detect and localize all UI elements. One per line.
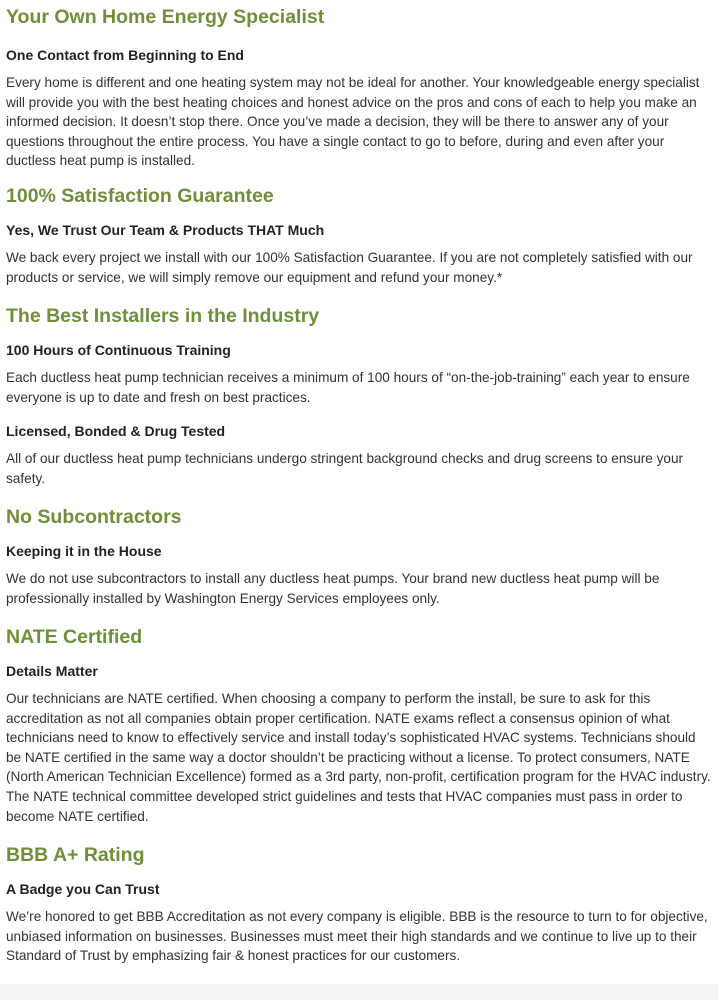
section-heading: Your Own Home Energy Specialist: [6, 6, 325, 28]
section-best-installers: [6, 304, 712, 488]
section-satisfaction-guarantee: [6, 184, 712, 287]
section-paragraph: We’re honored to get BBB Accreditation as not every company is eligible. BBB is the resource to turn to for objective, unbiased information on businesses. Businesses must meet their high standards and we continue to live up to their Standard of Trust by emphasizing fair & honest practices for our customers.: [6, 909, 708, 964]
footer-band: [0, 984, 718, 1000]
section-subheading: Keeping it in the House: [6, 543, 162, 559]
section-heading: The Best Installers in the Industry: [6, 305, 320, 327]
section-heading: BBB A+ Rating: [6, 844, 145, 866]
section-home-energy-specialist: [6, 5, 712, 171]
section-subheading: Yes, We Trust Our Team & Products THAT Much: [6, 222, 325, 238]
section-paragraph: Every home is different and one heating system may not be ideal for another. Your knowledgeable energy specialist will provide you with the best heating choices and honest advice on the pros and cons of each to help you make an informed decision. It doesn’t stop there. Once you’ve made a decision, they will be there to answer any of your questions throughout the entire process. You have a single contact to go to before, during and even after your ductless heat pump is installed.: [6, 75, 700, 169]
section-subheading: A Badge you Can Trust: [6, 881, 160, 897]
section-heading: NATE Certified: [6, 626, 143, 648]
section-paragraph: Our technicians are NATE certified. When choosing a company to perform the install, be sure to ask for this accreditation as not all companies obtain proper certification. NATE exams reflect a consensus opinion of what technicians need to know to effectively service and install today’s sophisticated HVAC systems. Technicians should be NATE certified in the same way a doctor shouldn’t be practicing without a license. To protect consumers, NATE (North American Technician Excellence) formed as a 3rd party, non-profit, certification program for the HVAC industry. The NATE technical committee developed strict guidelines and tests that HVAC companies must pass in order to become NATE certified.: [6, 691, 711, 824]
section-subheading: One Contact from Beginning to End: [6, 47, 244, 63]
section-nate-certified: [6, 625, 712, 826]
section-subheading: Licensed, Bonded & Drug Tested: [6, 423, 226, 440]
section-subheading: Details Matter: [6, 663, 98, 679]
section-no-subcontractors: [6, 505, 712, 608]
section-bbb-rating: [6, 843, 712, 966]
section-paragraph: Each ductless heat pump technician receives a minimum of 100 hours of “on-the-job-training” each year to ensure everyone is up to date and fresh on best practices.: [6, 370, 690, 405]
section-heading: 100% Satisfaction Guarantee: [6, 185, 274, 207]
section-paragraph: We back every project we install with our 100% Satisfaction Guarantee. If you are not completely satisfied with our products or service, we will simply remove our equipment and refund your money.*: [6, 250, 693, 285]
section-heading: No Subcontractors: [6, 506, 182, 528]
section-subheading: 100 Hours of Continuous Training: [6, 342, 231, 358]
section-paragraph: All of our ductless heat pump technicians undergo stringent background checks and drug screens to ensure your safety.: [6, 451, 684, 486]
section-paragraph: We do not use subcontractors to install any ductless heat pumps. Your brand new ductless heat pump will be professionally installed by Washington Energy Services employees only.: [6, 571, 660, 606]
